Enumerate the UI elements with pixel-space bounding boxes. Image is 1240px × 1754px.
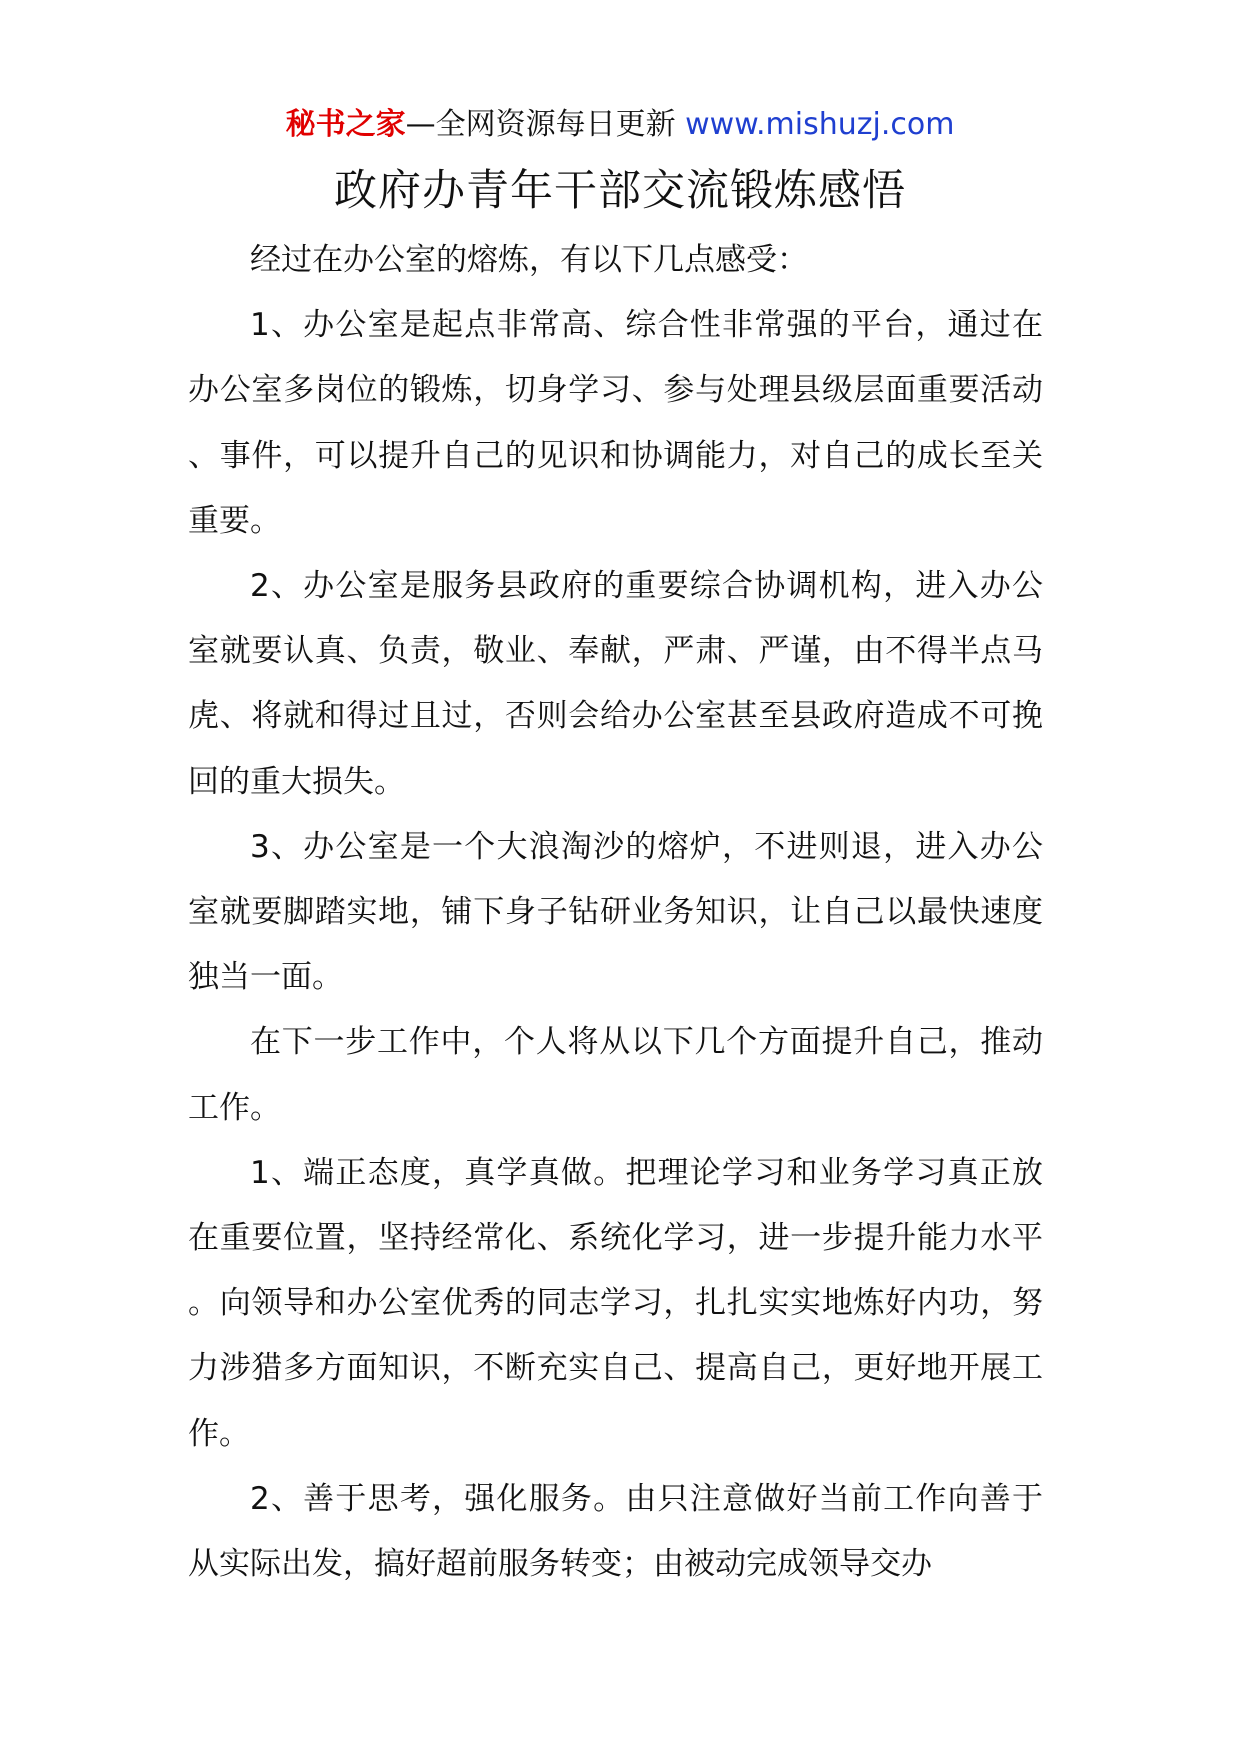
paragraph: 2、善于思考，强化服务。由只注意做好当前工作向善于从实际出发，搞好超前服务转变；由被动完成领导交办 <box>188 1480 1043 1583</box>
header-tagline: —全网资源每日更新 <box>405 107 686 142</box>
paragraph: 1、端正态度，真学真做。把理论学习和业务学习真正放在重要位置，坚持经常化、系统化学习，进一步提升能力水平。向领导和办公室优秀的同志学习，扎扎实实地炼好内功，努力涉猎多方面知识，不断充实自己、提高自己，更好地开展工作。 <box>188 1154 1043 1452</box>
brand-name: 秘书之家 <box>285 107 406 142</box>
site-url-link[interactable]: www.mishuzj.com <box>685 107 955 142</box>
document-body <box>188 228 1043 1597</box>
paragraph: 1、办公室是起点非常高、综合性非常强的平台，通过在办公室多岗位的锻炼，切身学习、参与处理县级层面重要活动、事件，可以提升自己的见识和协调能力，对自己的成长至关重要。 <box>188 307 1043 539</box>
paragraph: 经过在办公室的熔炼，有以下几点感受： <box>250 242 808 278</box>
paragraph: 3、办公室是一个大浪淘沙的熔炉，不进则退，进入办公室就要脚踏实地，铺下身子钻研业务知识，让自己以最快速度独当一面。 <box>188 828 1043 996</box>
paragraph: 在下一步工作中，个人将从以下几个方面提升自己，推动工作。 <box>188 1024 1043 1126</box>
document-title: 政府办青年干部交流锻炼感悟 <box>334 166 906 216</box>
paragraph: 2、办公室是服务县政府的重要综合协调机构，进入办公室就要认真、负责，敬业、奉献，严肃、严谨，由不得半点马虎、将就和得过且过，否则会给办公室甚至县政府造成不可挽回的重大损失。 <box>188 568 1043 800</box>
site-header <box>0 104 1240 146</box>
